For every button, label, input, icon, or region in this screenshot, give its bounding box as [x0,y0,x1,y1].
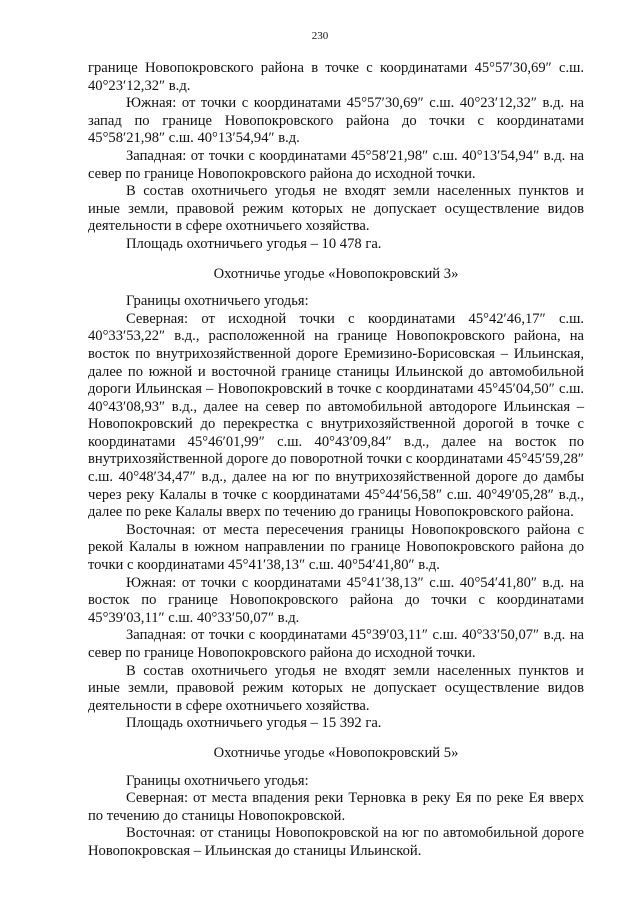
paragraph-south-boundary: Южная: от точки с координатами 45°57′30,69″ с.ш. 40°23′12,32″ в.д. на запад по границе Новопокровского района до точки с координатами 45°58′21,98″ с.ш. 40°13′54,94″ в.д. [88,95,584,147]
paragraph-excluded-lands: В состав охотничьего угодья не входят земли населенных пунктов и иные земли, правовой режим которых не допускает осуществление видов деятельности в сфере охотничьего хозяйства. [88,662,584,714]
page-number: 230 [311,30,329,42]
paragraph-area: Площадь охотничьего угодья – 15 392 га. [126,715,382,732]
section-heading: Охотничье угодье «Новопокровский 5» [213,744,459,761]
paragraph-south-boundary: Южная: от точки с координатами 45°41′38,13″ с.ш. 40°54′41,80″ в.д. на восток по границе Новопокровского района до точки с координатами 45°39′03,11″ с.ш. 40°33′50,07″ в.д. [88,574,584,626]
paragraph-east-boundary: Восточная: от станицы Новопокровской на юг по автомобильной дороге Новопокровская – Ильинская до станицы Ильинской. [88,825,584,859]
document-body [88,60,584,861]
paragraph-continuation: границе Новопокровского района в точке с координатами 45°57′30,69″ с.ш. 40°23′12,32″ в.д. [88,60,584,94]
paragraph-boundaries-label: Границы охотничьего угодья: [126,293,309,310]
paragraph-east-boundary: Восточная: от места пересечения границы Новопокровского района с рекой Калалы в южном направлении по границе Новопокровского района до точки с координатами 45°41′38,13″ с.ш. 40°54′41,80″ в.д. [88,521,584,574]
section-heading: Охотничье угодье «Новопокровский 3» [213,265,459,282]
paragraph-boundaries-label: Границы охотничьего угодья: [126,772,309,789]
paragraph-excluded-lands: В состав охотничьего угодья не входят земли населенных пунктов и иные земли, правовой режим которых не допускает осуществление видов деятельности в сфере охотничьего хозяйства. [88,183,584,235]
paragraph-north-boundary: Северная: от исходной точки с координатами 45°42′46,17″ с.ш. 40°33′53,22″ в.д., расположенной на границе Новопокровского района, на восток по внутрихозяйственной дороге Еремизино-Борисовская – Ильинская, далее по южной и восточной границе станицы Ильинской до автомобильной дороги Ильинская – Новопокровский в точке с координатами 45°45′04,50″ с.ш. 40°43′08,93″ в.д., далее на север по автомобильной автодороге Ильинская – Новопокровский до перекрестка с внутрихозяйственной дорогой в точке с координатами 45°46′01,99″ с.ш. 40°43′09,84″ в.д., далее на восток по внутрихозяйственной дороге до поворотной точки с координатами 45°45′59,28″ с.ш. 40°48′34,47″ в.д., далее на юг по внутрихозяйственной дороге до дамбы через реку Калалы в точке с координатами 45°44′56,58″ с.ш. 40°49′05,28″ в.д., далее по реке Калалы вверх по течению до границы Новопокровского района. [88,310,584,521]
paragraph-west-boundary: Западная: от точки с координатами 45°39′03,11″ с.ш. 40°33′50,07″ в.д. на север по границе Новопокровского района до исходной точки. [88,627,584,661]
paragraph-west-boundary: Западная: от точки с координатами 45°58′21,98″ с.ш. 40°13′54,94″ в.д. на север по границе Новопокровского района до исходной точки. [88,147,584,182]
paragraph-area: Площадь охотничьего угодья – 10 478 га. [126,235,382,252]
paragraph-north-boundary: Северная: от места впадения реки Терновка в реку Ея по реке Ея вверх по течению до станицы Новопокровской. [88,790,584,824]
